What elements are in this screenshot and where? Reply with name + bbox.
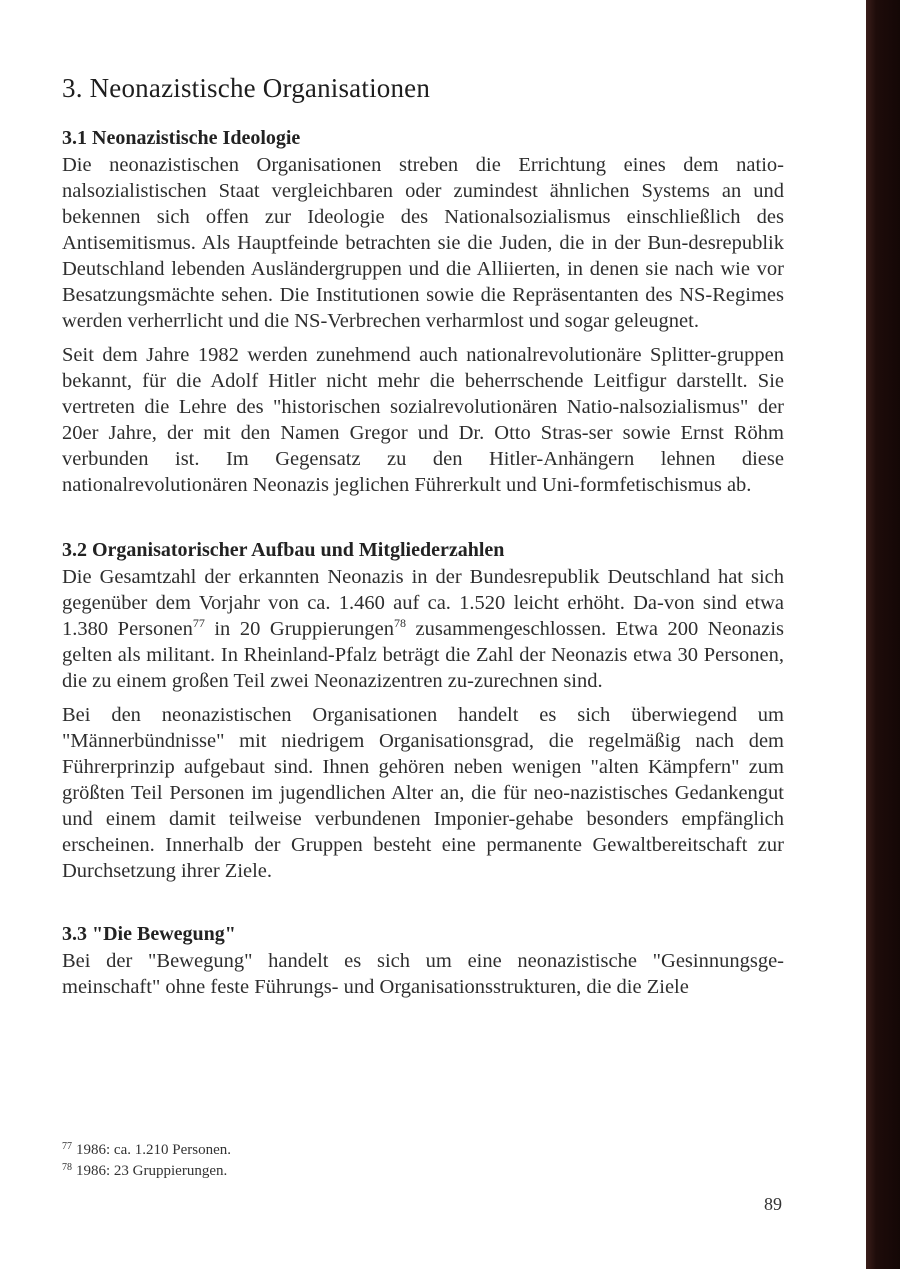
chapter-title: 3. Neonazistische Organisationen <box>62 73 431 103</box>
section-heading-bewegung: 3.3 "Die Bewegung" <box>62 923 236 945</box>
footnote-mark: 78 <box>62 1162 72 1173</box>
footnote-mark: 77 <box>62 1141 72 1152</box>
footnote-text: 1986: 23 Gruppierungen. <box>76 1163 228 1179</box>
footnote-77 <box>62 1140 662 1161</box>
section-heading-aufbau: 3.2 Organisatorischer Aufbau und Mitgliederzahlen <box>62 539 505 561</box>
book-binding-edge <box>866 0 900 1269</box>
paragraph-ideologie-2: Seit dem Jahre 1982 werden zunehmend auch nationalrevolutionäre Splitter-gruppen bekannt, für die Adolf Hitler nicht mehr die beherrschende Leitfigur darstellt. Sie vertreten die Lehre des "historischen sozialrevolutionären Natio-nalsozialismus" der 20er Jahre, der mit den Namen Gregor und Dr. Otto Stras-ser sowie Ernst Röhm verbunden ist. Im Gegensatz zu den Hitler-Anhängern lehnen diese nationalrevolutionären Neonazis jeglichen Führerkult und Uni-formfetischismus ab. <box>62 344 784 496</box>
text-run: Die Gesamtzahl der erkannten Neonazis in der Bundesrepublik Deutschland hat sich gegenüber dem Vorjahr von ca. 1.460 auf ca. 1.520 leicht erhöht. Da-von sind etwa 1.380 Personen <box>62 566 784 640</box>
paragraph-bewegung-1: Bei der "Bewegung" handelt es sich um eine neonazistische "Gesinnungsge-meinschaft" ohne feste Führungs- und Organisationsstrukturen, die die Ziele <box>62 950 784 998</box>
footnotes <box>62 1140 662 1182</box>
text-run: zusammengeschlossen. Etwa 200 Neonazis gelten als militant. In Rheinland-Pfalz beträgt die Zahl der Neonazis etwa 30 Personen, die zu einem großen Teil zwei Neonazizentren zu-zurechnen sind. <box>62 618 785 692</box>
page-body <box>62 70 784 1000</box>
paragraph-aufbau-1 <box>62 564 784 694</box>
paragraph-aufbau-2: Bei den neonazistischen Organisationen handelt es sich überwiegend um "Männerbündnisse" mit niedrigem Organisationsgrad, die regelmäßig nach dem Führerprinzip aufgebaut sind. Ihnen gehören neben wenigen "alten Kämpfern" zum größten Teil Personen im jugendlichen Alter an, die für neo-nazistisches Gedankengut und einem damit teilweise verbundenen Imponier-gehabe besonders empfänglich erscheinen. Innerhalb der Gruppen besteht eine permanente Gewaltbereitschaft zur Durchsetzung ihrer Ziele. <box>62 704 784 882</box>
section-heading-ideologie: 3.1 Neonazistische Ideologie <box>62 127 301 149</box>
footnote-78 <box>62 1161 662 1182</box>
footnote-ref-78[interactable]: 78 <box>394 616 406 630</box>
text-run: in 20 Gruppierungen <box>204 618 394 640</box>
page-number: 89 <box>764 1194 782 1214</box>
footnote-ref-77[interactable]: 77 <box>192 616 205 630</box>
footnote-text: 1986: ca. 1.210 Personen. <box>76 1142 231 1158</box>
paragraph-ideologie-1: Die neonazistischen Organisationen streben die Errichtung eines dem natio-nalsozialistischen Staat vergleichbaren oder zumindest ähnlichen Systems an und bekennen sich offen zur Ideologie des Nationalsozialismus einschließlich des Antisemitismus. Als Hauptfeinde betrachten sie die Juden, die in der Bun-desrepublik Deutschland lebenden Ausländergruppen und die Alliierten, in denen sie nach wie vor Besatzungsmächte sehen. Die Institutionen sowie die Repräsentanten des NS-Regimes werden verherrlicht und die NS-Verbrechen verharmlost und sogar geleugnet. <box>62 154 784 332</box>
